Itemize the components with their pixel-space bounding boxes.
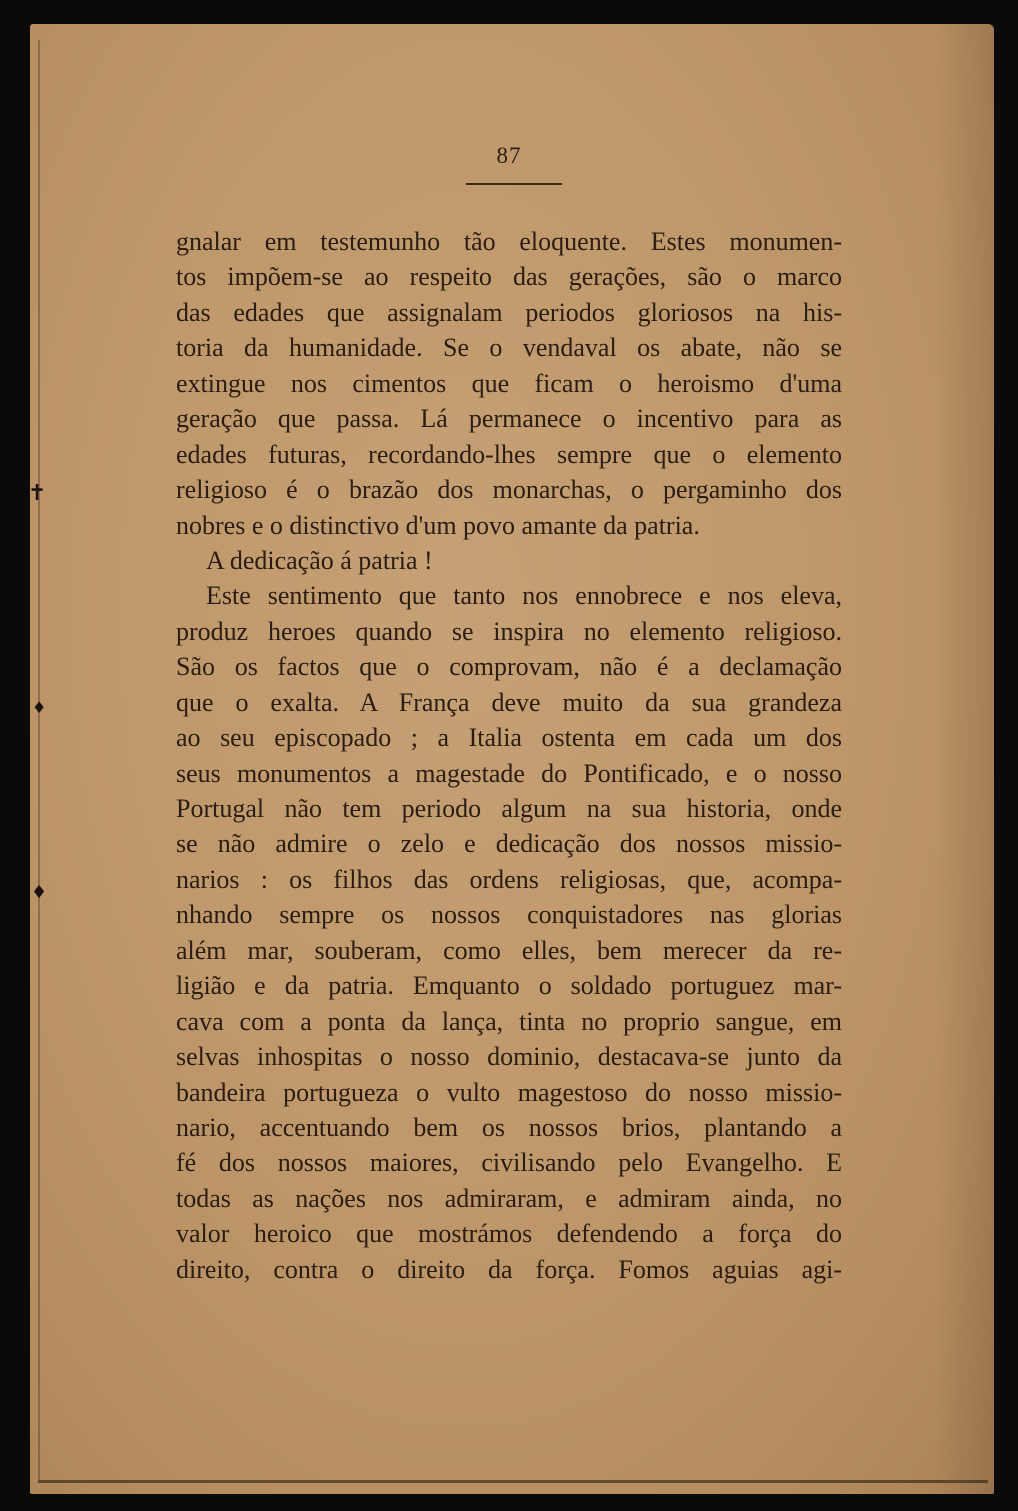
- text-line: das edades que assignalam periodos gloriosos na his-: [176, 297, 842, 327]
- text-line: geração que passa. Lá permanece o incentivo para as: [176, 404, 842, 434]
- text-line: nhando sempre os nossos conquistadores nas glorias: [176, 900, 842, 930]
- text-line: toria da humanidade. Se o vendaval os abate, não se: [176, 333, 842, 363]
- margin-mark-icon: ♦: [32, 698, 47, 717]
- margin-mark-icon: ♦: [31, 882, 48, 903]
- text-line: edades futuras, recordando-lhes sempre que o elemento: [176, 439, 842, 469]
- margin-mark-icon: ✝: [28, 481, 47, 506]
- text-line: nario, accentuando bem os nossos brios, plantando a: [176, 1112, 842, 1142]
- text-line: tos impõem-se ao respeito das gerações, são o marco: [176, 262, 842, 292]
- text-line: todas as nações nos admiraram, e admiram ainda, no: [176, 1183, 842, 1213]
- text-line: selvas inhospitas o nosso dominio, destacava-se junto da: [176, 1042, 842, 1072]
- text-line: valor heroico que mostrámos defendendo a força do: [176, 1219, 842, 1249]
- text-line: nobres e o distinctivo d'um povo amante da patria.: [176, 510, 700, 540]
- text-line: religioso é o brazão dos monarchas, o pergaminho dos: [176, 475, 842, 505]
- page-number: 87: [496, 143, 522, 168]
- text-line: gnalar em testemunho tão eloquente. Estes monumen-: [176, 227, 842, 256]
- text-line: ao seu episcopado ; a Italia ostenta em cada um dos: [176, 723, 842, 753]
- body-text: [176, 224, 842, 1287]
- text-line: Este sentimento que tanto nos ennobrece e nos eleva,: [206, 581, 842, 611]
- text-line: narios : os filhos das ordens religiosas, que, acompa-: [176, 864, 842, 894]
- text-line: direito, contra o direito da força. Fomos aguias agi-: [176, 1254, 842, 1284]
- text-line: A dedicação á patria !: [206, 545, 433, 575]
- text-line: se não admire o zelo e dedicação dos nossos missio-: [176, 829, 842, 859]
- text-line: Portugal não tem periodo algum na sua historia, onde: [176, 794, 842, 823]
- text-line: cava com a ponta da lança, tinta no proprio sangue, em: [176, 1006, 842, 1036]
- bottom-edge: [38, 1480, 988, 1483]
- text-line: ligião e da patria. Emquanto o soldado portuguez mar-: [176, 971, 842, 1001]
- text-line: seus monumentos a magestade do Pontificado, e o nosso: [176, 758, 842, 788]
- text-line: bandeira portugueza o vulto magestoso do nosso missio-: [176, 1077, 842, 1107]
- text-line: produz heroes quando se inspira no elemento religioso.: [176, 616, 842, 646]
- text-line: além mar, souberam, como elles, bem merecer da re-: [176, 935, 842, 965]
- text-line: São os factos que o comprovam, não é a declamação: [176, 652, 842, 682]
- page-number-divider: [466, 183, 562, 185]
- text-line: que o exalta. A França deve muito da sua grandeza: [176, 687, 842, 717]
- text-line: fé dos nossos maiores, civilisando pelo Evangelho. E: [176, 1148, 842, 1178]
- text-line: extingue nos cimentos que ficam o heroismo d'uma: [176, 368, 842, 398]
- binding-edge: [38, 40, 40, 1480]
